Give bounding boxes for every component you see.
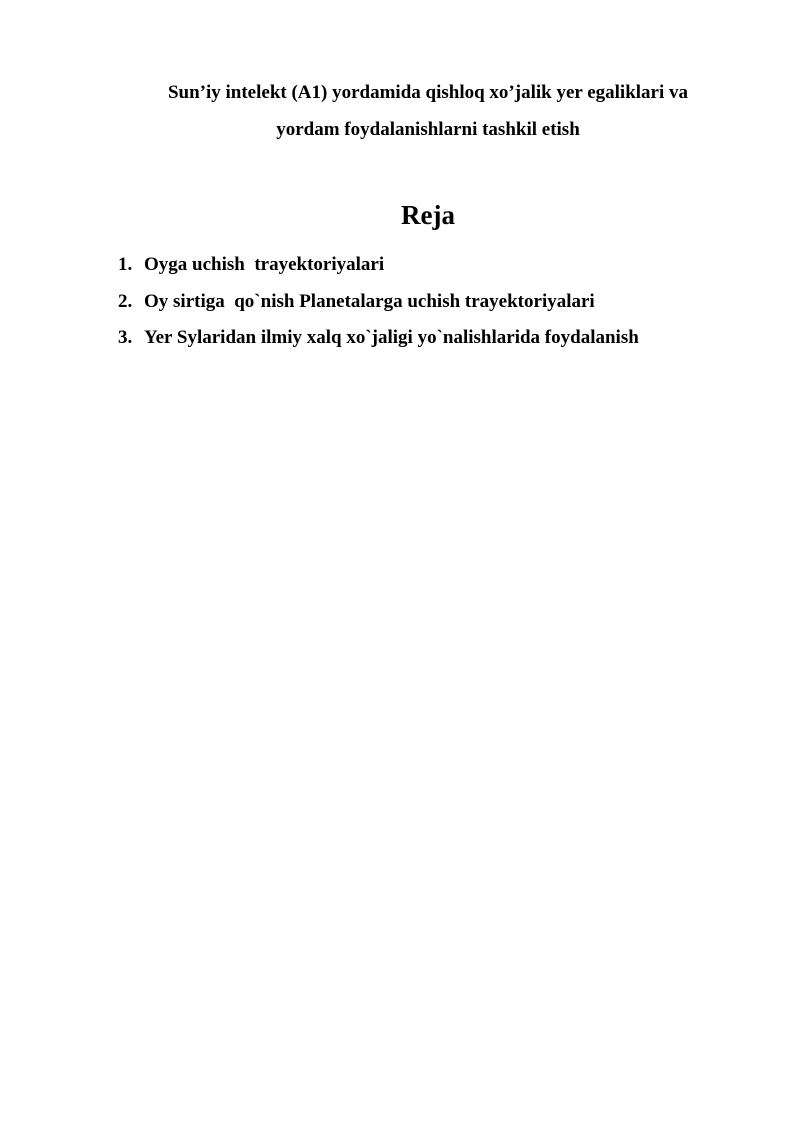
document-title — [110, 74, 746, 148]
plan-item-2 — [118, 284, 768, 321]
plan-list — [118, 247, 768, 357]
plan-heading: Reja — [401, 200, 455, 230]
plan-item-number: 1. — [118, 254, 133, 275]
plan-item-number: 2. — [118, 290, 133, 312]
document-title-line-1: Sun’iy intelekt (A1) yordamida qishloq xo’jalik yer egaliklari va — [167, 82, 689, 103]
plan-item-1 — [118, 247, 768, 284]
plan-item-text: Oyga uchish trayektoriyalari — [144, 254, 385, 275]
plan-item-text: Oy sirtiga qo`nish Planetalarga uchish trayektoriyalari — [144, 290, 595, 312]
plan-item-number: 3. — [118, 327, 133, 348]
document-title-line-2: yordam foydalanishlarni tashkil etish — [276, 119, 580, 140]
plan-item-3 — [118, 320, 768, 357]
plan-item-text: Yer Sylaridan ilmiy xalq xo`jaligi yo`nalishlarida foydalanish — [144, 327, 639, 348]
